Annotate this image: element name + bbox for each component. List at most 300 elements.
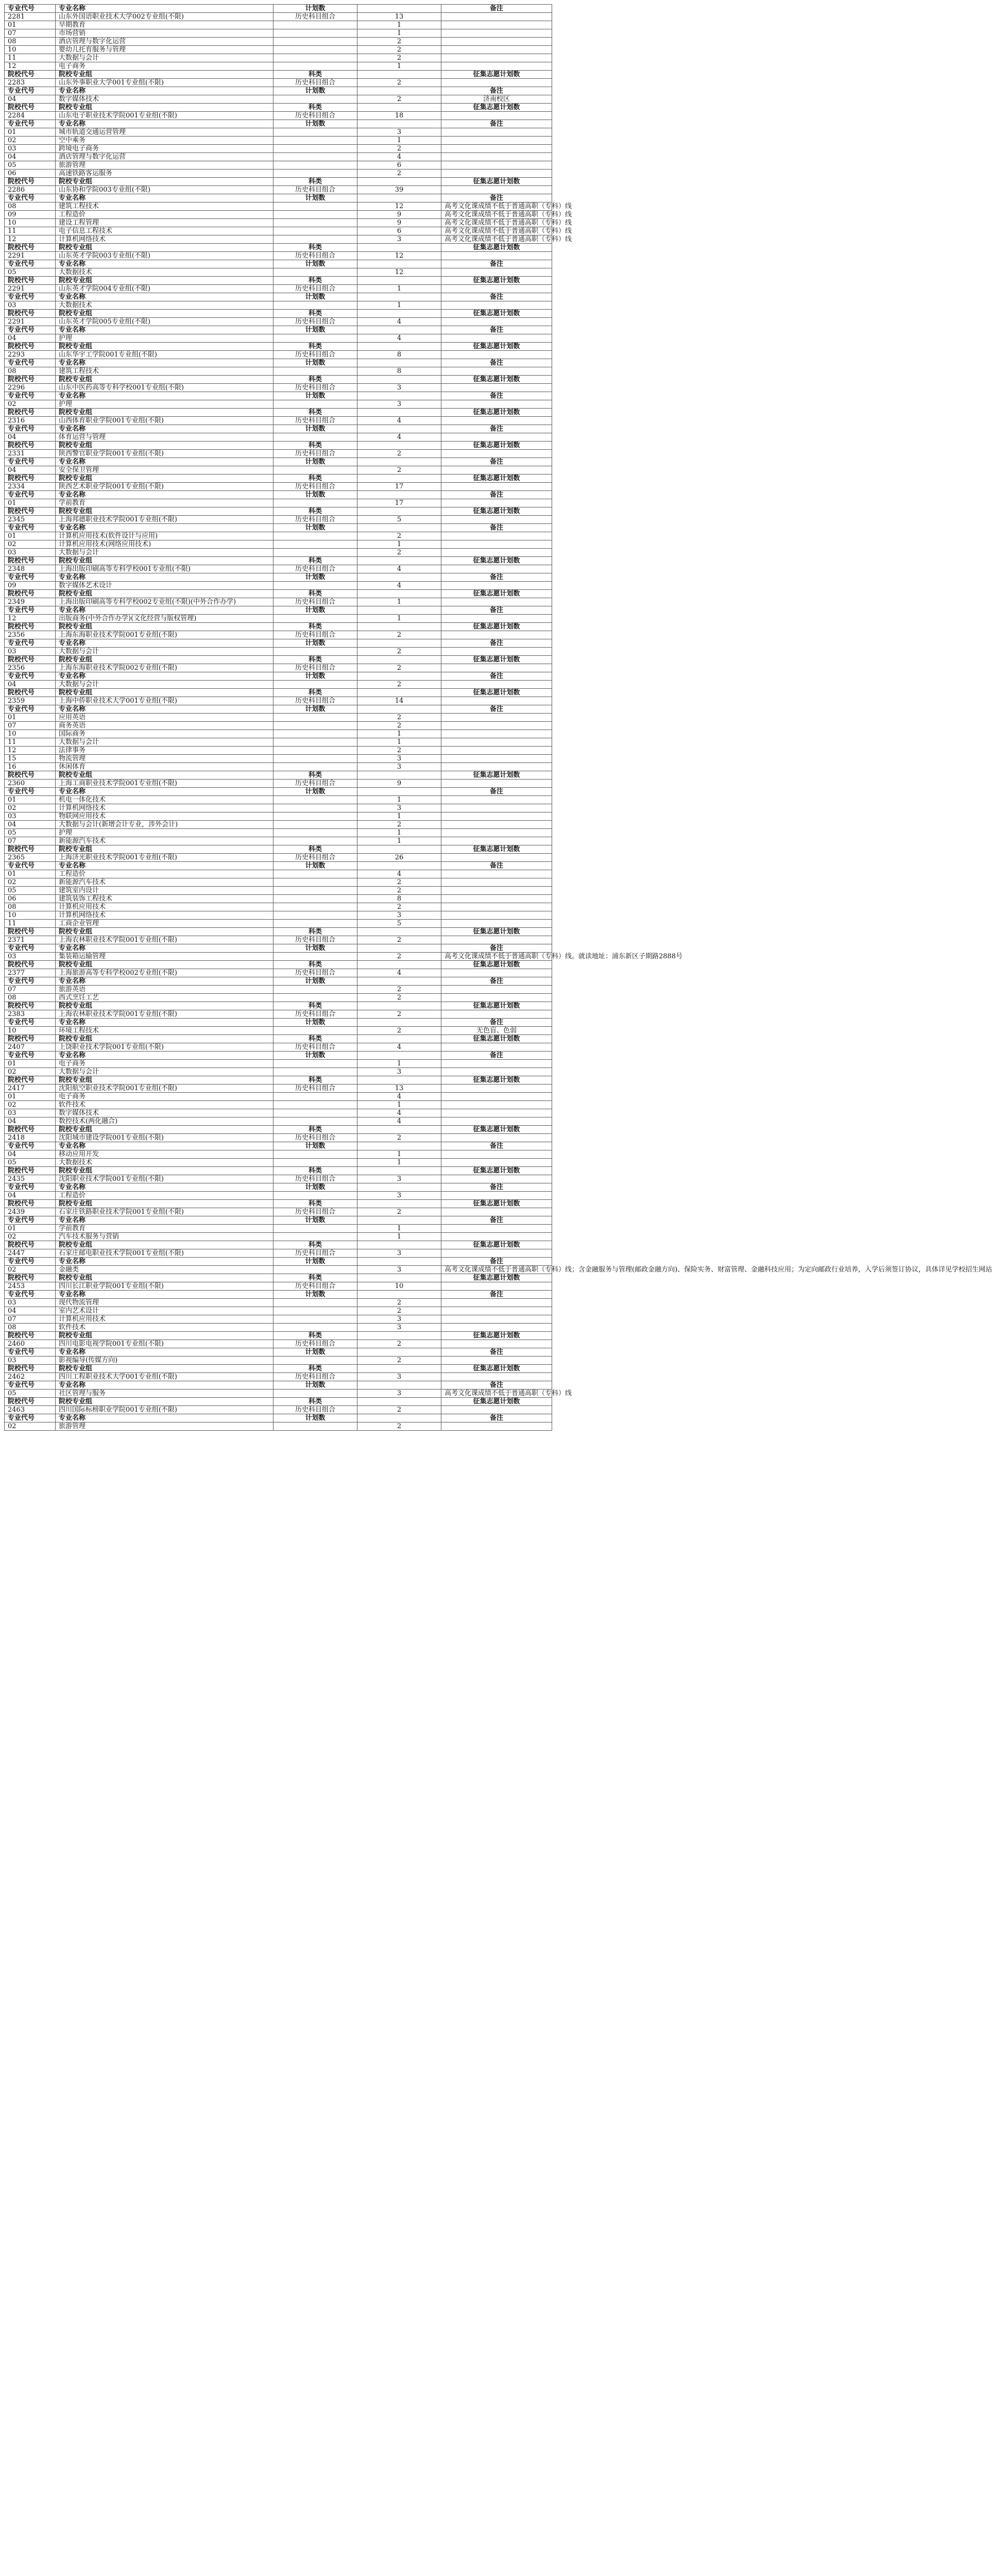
cell: 03 xyxy=(5,1109,56,1117)
cell: 2 xyxy=(357,54,441,62)
cell: 院校专业组 xyxy=(56,961,273,969)
cell: 02 xyxy=(5,804,56,812)
cell: 院校代号 xyxy=(5,1076,56,1084)
cell xyxy=(273,1357,357,1365)
cell: 2 xyxy=(357,1134,441,1142)
cell: 征集志愿计划数 xyxy=(441,1332,552,1340)
cell: 护理 xyxy=(56,334,273,343)
table-header-row xyxy=(5,491,552,499)
cell: 6 xyxy=(357,227,441,235)
cell: 征集志愿计划数 xyxy=(441,343,552,351)
cell: 建筑室内设计 xyxy=(56,887,273,895)
table-row xyxy=(5,1027,552,1035)
cell: 院校专业组 xyxy=(56,1274,273,1282)
cell: 2360 xyxy=(5,779,56,788)
cell xyxy=(441,46,552,54)
cell xyxy=(441,1307,552,1315)
table-header-row xyxy=(5,359,552,367)
cell: 2 xyxy=(357,747,441,755)
cell: 科类 xyxy=(273,409,357,417)
cell: 商务英语 xyxy=(56,722,273,730)
cell xyxy=(273,837,357,845)
cell: 历史科目组合 xyxy=(273,969,357,977)
cell xyxy=(357,1076,441,1084)
cell: 2453 xyxy=(5,1282,56,1291)
cell: 2 xyxy=(357,1010,441,1019)
cell: 院校代号 xyxy=(5,507,56,516)
cell xyxy=(357,1052,441,1060)
table-header-row xyxy=(5,409,552,417)
cell: 高考文化课成绩不低于普通高职（专科）线 xyxy=(441,219,552,227)
cell: 专业名称 xyxy=(56,260,273,268)
table-row xyxy=(5,301,552,310)
cell: 历史科目组合 xyxy=(273,598,357,606)
cell: 院校代号 xyxy=(5,623,56,631)
cell xyxy=(357,5,441,13)
cell: 院校专业组 xyxy=(56,590,273,598)
table-row xyxy=(5,235,552,244)
table-header-row xyxy=(5,326,552,334)
cell: 征集志愿计划数 xyxy=(441,507,552,516)
cell: 11 xyxy=(5,227,56,235)
cell: 2291 xyxy=(5,252,56,260)
table-row xyxy=(5,1175,552,1183)
table-header-row xyxy=(5,944,552,953)
cell: 专业名称 xyxy=(56,425,273,433)
cell: 2418 xyxy=(5,1134,56,1142)
cell: 院校专业组 xyxy=(56,178,273,186)
table-header-row xyxy=(5,1241,552,1249)
cell: 01 xyxy=(5,1093,56,1101)
cell: 机电一体化技术 xyxy=(56,796,273,804)
cell: 大数据与会计(新增会计专业，涉外会计) xyxy=(56,821,273,829)
cell: 计划数 xyxy=(273,120,357,128)
table-row xyxy=(5,549,552,557)
cell: 1 xyxy=(357,1150,441,1159)
cell: 历史科目组合 xyxy=(273,1134,357,1142)
cell: 专业代号 xyxy=(5,1183,56,1192)
cell: 备注 xyxy=(441,862,552,870)
cell: 上海旅游高等专科学校002专业组(不限) xyxy=(56,969,273,977)
cell: 备注 xyxy=(441,293,552,301)
cell: 科类 xyxy=(273,623,357,631)
cell: 大数据技术 xyxy=(56,1159,273,1167)
cell xyxy=(441,466,552,474)
cell: 历史科目组合 xyxy=(273,1282,357,1291)
cell xyxy=(273,829,357,837)
cell: 酒店管理与数字化运营 xyxy=(56,153,273,161)
cell: 1 xyxy=(357,730,441,738)
cell: 大数据与会计 xyxy=(56,681,273,689)
cell xyxy=(273,1307,357,1315)
cell: 计划数 xyxy=(273,1052,357,1060)
cell xyxy=(441,631,552,639)
cell: 2356 xyxy=(5,631,56,639)
cell: 历史科目组合 xyxy=(273,450,357,458)
cell: 08 xyxy=(5,202,56,211)
cell: 1 xyxy=(357,796,441,804)
table-header-row xyxy=(5,623,552,631)
cell: 04 xyxy=(5,153,56,161)
cell: 备注 xyxy=(441,491,552,499)
cell xyxy=(441,301,552,310)
cell: 04 xyxy=(5,334,56,343)
cell: 大数据技术 xyxy=(56,301,273,310)
table-header-row xyxy=(5,392,552,400)
cell xyxy=(441,285,552,293)
cell: 历史科目组合 xyxy=(273,351,357,359)
table-header-row xyxy=(5,1414,552,1422)
table-row xyxy=(5,227,552,235)
cell: 电子商务 xyxy=(56,1093,273,1101)
cell: 历史科目组合 xyxy=(273,112,357,120)
cell xyxy=(441,1340,552,1348)
cell: 电子信息工程技术 xyxy=(56,227,273,235)
cell xyxy=(357,1002,441,1010)
table-row xyxy=(5,598,552,606)
cell: 3 xyxy=(357,1373,441,1381)
cell: 院校专业组 xyxy=(56,1332,273,1340)
table-row xyxy=(5,878,552,887)
cell xyxy=(273,986,357,994)
cell: 1 xyxy=(357,62,441,71)
table-row xyxy=(5,351,552,359)
cell: 历史科目组合 xyxy=(273,13,357,21)
table-header-row xyxy=(5,104,552,112)
cell xyxy=(441,450,552,458)
cell: 建筑工程技术 xyxy=(56,202,273,211)
table-header-row xyxy=(5,71,552,79)
cell: 2463 xyxy=(5,1406,56,1414)
cell: 12 xyxy=(357,202,441,211)
cell xyxy=(357,409,441,417)
table-row xyxy=(5,112,552,120)
cell xyxy=(273,268,357,277)
cell xyxy=(357,87,441,95)
cell: 新能源汽车技术 xyxy=(56,878,273,887)
table-row xyxy=(5,1150,552,1159)
cell: 上海工商职业技术学院001专业组(不限) xyxy=(56,779,273,788)
table-row xyxy=(5,1043,552,1052)
cell: 院校专业组 xyxy=(56,1365,273,1373)
cell: 2 xyxy=(357,46,441,54)
cell xyxy=(441,681,552,689)
cell: 备注 xyxy=(441,1414,552,1422)
cell: 科类 xyxy=(273,656,357,664)
cell xyxy=(357,961,441,969)
cell: 专业代号 xyxy=(5,639,56,648)
cell: 集装箱运输管理 xyxy=(56,953,273,961)
cell: 大数据与会计 xyxy=(56,738,273,747)
cell xyxy=(441,1060,552,1068)
cell: 科类 xyxy=(273,961,357,969)
cell xyxy=(441,384,552,392)
cell: 影视编导(传媒方向) xyxy=(56,1357,273,1365)
cell xyxy=(357,178,441,186)
cell xyxy=(441,598,552,606)
cell xyxy=(273,911,357,920)
cell xyxy=(441,1357,552,1365)
cell xyxy=(441,920,552,928)
table-header-row xyxy=(5,1216,552,1225)
cell: 科类 xyxy=(273,1035,357,1043)
cell: 科类 xyxy=(273,1398,357,1406)
cell xyxy=(441,854,552,862)
cell: 科类 xyxy=(273,845,357,854)
cell xyxy=(441,1175,552,1183)
table-header-row xyxy=(5,656,552,664)
cell: 07 xyxy=(5,29,56,38)
cell: 院校专业组 xyxy=(56,409,273,417)
cell: 专业代号 xyxy=(5,458,56,466)
cell: 专业名称 xyxy=(56,1381,273,1389)
table-row xyxy=(5,21,552,29)
cell: 社区管理与服务 xyxy=(56,1389,273,1398)
cell: 1 xyxy=(357,540,441,549)
cell: 计划数 xyxy=(273,672,357,681)
cell: 历史科目组合 xyxy=(273,1406,357,1414)
cell xyxy=(357,1200,441,1208)
cell: 现代物流管理 xyxy=(56,1299,273,1307)
cell: 软件技术 xyxy=(56,1324,273,1332)
table-row xyxy=(5,738,552,747)
table-header-row xyxy=(5,557,552,565)
cell: 专业名称 xyxy=(56,1142,273,1150)
cell: 2 xyxy=(357,1299,441,1307)
cell xyxy=(273,1109,357,1117)
cell: 上海农林职业技术学院001专业组(不限) xyxy=(56,1010,273,1019)
cell: 3 xyxy=(357,400,441,409)
cell: 征集志愿计划数 xyxy=(441,277,552,285)
cell: 3 xyxy=(357,1324,441,1332)
cell: 计算机应用技术 xyxy=(56,1315,273,1324)
cell: 体育运营与管理 xyxy=(56,433,273,442)
cell: 征集志愿计划数 xyxy=(441,442,552,450)
cell xyxy=(441,1093,552,1101)
cell: 旅游英语 xyxy=(56,986,273,994)
cell: 专业名称 xyxy=(56,491,273,499)
cell xyxy=(441,13,552,21)
cell: 计划数 xyxy=(273,425,357,433)
cell xyxy=(441,549,552,557)
cell xyxy=(357,293,441,301)
cell: 备注 xyxy=(441,1381,552,1389)
cell: 工程造价 xyxy=(56,211,273,219)
table-header-row xyxy=(5,1291,552,1299)
cell: 征集志愿计划数 xyxy=(441,961,552,969)
table-row xyxy=(5,1324,552,1332)
table-header-row xyxy=(5,1365,552,1373)
cell: 征集志愿计划数 xyxy=(441,1167,552,1175)
cell: 专业代号 xyxy=(5,5,56,13)
cell xyxy=(357,244,441,252)
cell xyxy=(357,557,441,565)
cell xyxy=(273,648,357,656)
cell xyxy=(441,895,552,903)
cell: 院校代号 xyxy=(5,771,56,779)
cell: 院校专业组 xyxy=(56,277,273,285)
cell: 沈阳航空职业技术学院001专业组(不限) xyxy=(56,1084,273,1093)
cell: 院校专业组 xyxy=(56,845,273,854)
table-row xyxy=(5,895,552,903)
table-row xyxy=(5,128,552,137)
cell: 2359 xyxy=(5,697,56,705)
cell: 院校代号 xyxy=(5,409,56,417)
cell: 山东外国语职业技术大学002专业组(不限) xyxy=(56,13,273,21)
table-row xyxy=(5,796,552,804)
cell: 工程造价 xyxy=(56,1192,273,1200)
cell: 4 xyxy=(357,1117,441,1126)
cell: 4 xyxy=(357,318,441,326)
cell xyxy=(273,903,357,911)
table-header-row xyxy=(5,1052,552,1060)
cell: 历史科目组合 xyxy=(273,631,357,639)
cell xyxy=(357,194,441,202)
cell: 06 xyxy=(5,895,56,903)
cell xyxy=(273,994,357,1002)
cell: 历史科目组合 xyxy=(273,252,357,260)
cell: 征集志愿计划数 xyxy=(441,1241,552,1249)
cell: 03 xyxy=(5,301,56,310)
cell xyxy=(441,615,552,623)
cell: 计算机网络技术 xyxy=(56,235,273,244)
cell: 院校代号 xyxy=(5,656,56,664)
cell xyxy=(357,1332,441,1340)
cell: 2316 xyxy=(5,417,56,425)
cell xyxy=(357,1291,441,1299)
cell: 历史科目组合 xyxy=(273,1043,357,1052)
cell: 专业名称 xyxy=(56,1216,273,1225)
cell: 2 xyxy=(357,1340,441,1348)
cell: 高考文化课成绩不低于普通高职（专科）线 xyxy=(441,235,552,244)
cell xyxy=(441,829,552,837)
cell xyxy=(273,804,357,812)
cell: 新能源汽车技术 xyxy=(56,837,273,845)
cell xyxy=(357,845,441,854)
cell: 院校代号 xyxy=(5,1398,56,1406)
cell: 计划数 xyxy=(273,1291,357,1299)
table-header-row xyxy=(5,1076,552,1084)
cell: 院校代号 xyxy=(5,961,56,969)
table-row xyxy=(5,483,552,491)
cell: 酒店管理与数字化运营 xyxy=(56,38,273,46)
cell: 大数据与会计 xyxy=(56,54,273,62)
table-row xyxy=(5,1101,552,1109)
cell xyxy=(273,747,357,755)
cell: 院校专业组 xyxy=(56,1035,273,1043)
cell xyxy=(441,796,552,804)
cell: 3 xyxy=(357,804,441,812)
cell: 科类 xyxy=(273,507,357,516)
table-row xyxy=(5,62,552,71)
cell: 专业名称 xyxy=(56,1348,273,1357)
cell xyxy=(441,318,552,326)
table-header-row xyxy=(5,442,552,450)
cell: 备注 xyxy=(441,87,552,95)
cell xyxy=(441,54,552,62)
cell: 计算机应用技术(网络应用技术) xyxy=(56,540,273,549)
table-row xyxy=(5,1249,552,1258)
cell: 2 xyxy=(357,1422,441,1431)
cell: 大数据与会计 xyxy=(56,1068,273,1076)
cell: 专业代号 xyxy=(5,1348,56,1357)
cell: 专业代号 xyxy=(5,293,56,301)
cell: 专业名称 xyxy=(56,458,273,466)
cell: 计划数 xyxy=(273,293,357,301)
cell: 2281 xyxy=(5,13,56,21)
cell: 专业名称 xyxy=(56,705,273,714)
cell: 科类 xyxy=(273,178,357,186)
cell xyxy=(441,565,552,573)
cell: 物流管理 xyxy=(56,755,273,763)
cell: 科类 xyxy=(273,771,357,779)
table-row xyxy=(5,1340,552,1348)
table-row xyxy=(5,1060,552,1068)
cell: 征集志愿计划数 xyxy=(441,1274,552,1282)
cell: 5 xyxy=(357,920,441,928)
cell: 历史科目组合 xyxy=(273,565,357,573)
table-header-row xyxy=(5,376,552,384)
cell: 科类 xyxy=(273,1200,357,1208)
cell: 39 xyxy=(357,186,441,194)
cell xyxy=(273,499,357,507)
cell: 专业代号 xyxy=(5,392,56,400)
cell xyxy=(441,837,552,845)
cell xyxy=(441,969,552,977)
cell: 1 xyxy=(357,615,441,623)
cell xyxy=(273,763,357,771)
cell: 征集志愿计划数 xyxy=(441,557,552,565)
table-row xyxy=(5,755,552,763)
table-row xyxy=(5,837,552,845)
cell: 征集志愿计划数 xyxy=(441,1126,552,1134)
cell: 专业名称 xyxy=(56,977,273,986)
cell: 上海东海职业技术学院002专业组(不限) xyxy=(56,664,273,672)
cell xyxy=(441,747,552,755)
cell: 早期教育 xyxy=(56,21,273,29)
table-row xyxy=(5,252,552,260)
cell: 2284 xyxy=(5,112,56,120)
cell: 2371 xyxy=(5,936,56,944)
cell xyxy=(441,1233,552,1241)
cell xyxy=(441,1192,552,1200)
cell: 01 xyxy=(5,714,56,722)
cell: 计划数 xyxy=(273,524,357,532)
cell: 科类 xyxy=(273,277,357,285)
cell: 院校专业组 xyxy=(56,1398,273,1406)
cell xyxy=(273,170,357,178)
cell xyxy=(441,516,552,524)
table-row xyxy=(5,1299,552,1307)
cell: 专业代号 xyxy=(5,87,56,95)
cell xyxy=(273,1315,357,1324)
cell: 历史科目组合 xyxy=(273,285,357,293)
cell xyxy=(441,779,552,788)
cell: 院校代号 xyxy=(5,178,56,186)
cell: 计划数 xyxy=(273,788,357,796)
cell: 备注 xyxy=(441,5,552,13)
cell: 科类 xyxy=(273,1002,357,1010)
cell xyxy=(441,936,552,944)
cell: 8 xyxy=(357,895,441,903)
table-row xyxy=(5,829,552,837)
cell: 02 xyxy=(5,1422,56,1431)
cell: 高考文化课成绩不低于普通高职（专科）线 xyxy=(441,211,552,219)
table-row xyxy=(5,1192,552,1200)
cell: 4 xyxy=(357,417,441,425)
cell: 上海中侨职业技术大学001专业组(不限) xyxy=(56,697,273,705)
cell xyxy=(357,573,441,582)
